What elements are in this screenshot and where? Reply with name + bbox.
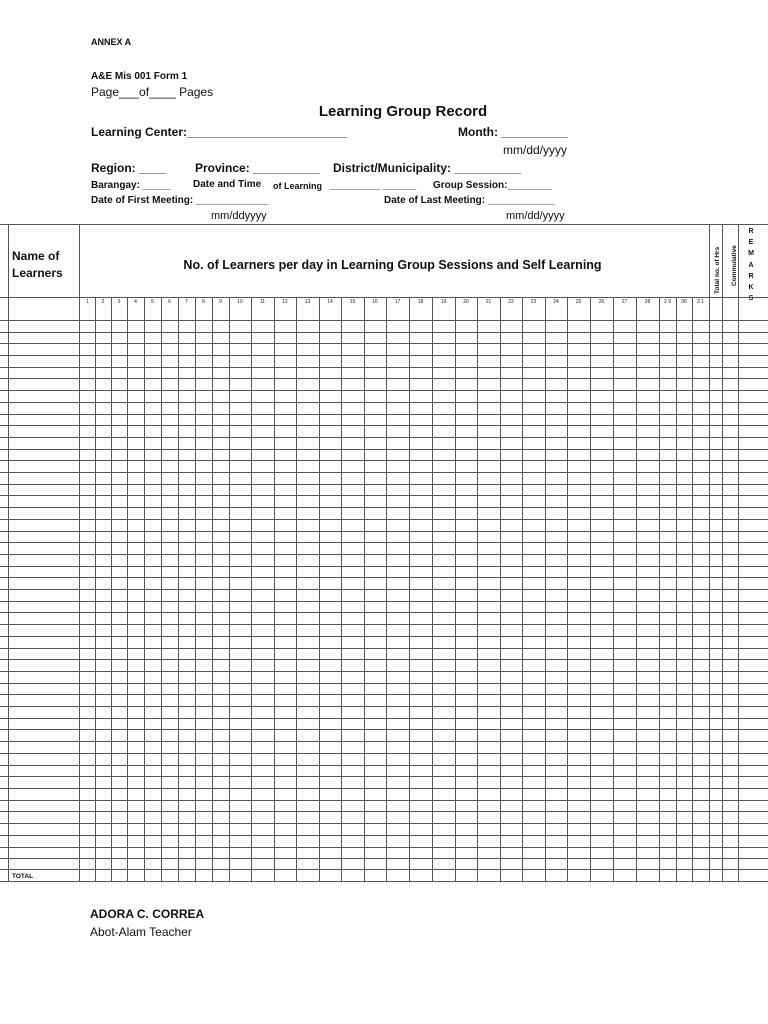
row-line — [0, 577, 768, 578]
row-line — [0, 589, 768, 590]
row-line — [0, 823, 768, 824]
row-line — [0, 811, 768, 812]
day-column-line — [567, 297, 568, 881]
row-line — [0, 858, 768, 859]
row-line — [0, 484, 768, 485]
day-column-line — [432, 297, 433, 881]
day-column-line — [364, 297, 365, 881]
day-column-line — [144, 297, 145, 881]
row-line — [0, 706, 768, 707]
day-column-line — [251, 297, 252, 881]
remarks-letter: E — [748, 239, 754, 247]
day-column-line — [229, 297, 230, 881]
day-column-line — [692, 297, 693, 881]
row-line — [0, 729, 768, 730]
header-bottom-line — [0, 297, 768, 298]
row-line — [0, 367, 768, 368]
row-line — [0, 566, 768, 567]
day-number: 4 — [134, 299, 137, 305]
day-number: 10 — [237, 299, 243, 305]
cumulative-header: Commulative — [731, 245, 738, 286]
row-line — [0, 683, 768, 684]
row-line — [0, 612, 768, 613]
row-line — [0, 753, 768, 754]
last-meeting-format: mm/dd/yyyy — [506, 210, 565, 222]
table-left-border — [8, 224, 9, 881]
day-column-line — [178, 297, 179, 881]
day-number: 23 — [530, 299, 537, 305]
month-field: Month: __________ — [458, 125, 569, 139]
province-field: Province: __________ — [195, 161, 320, 175]
row-line — [0, 495, 768, 496]
day-column-line — [613, 297, 614, 881]
day-number: 11 — [259, 299, 266, 305]
day-number: 22 — [508, 299, 514, 305]
learning-center-field: Learning Center:________________________ — [91, 125, 348, 139]
day-column-line — [319, 297, 320, 881]
day-column-line — [590, 297, 591, 881]
row-line — [0, 800, 768, 801]
day-column-line — [676, 297, 677, 881]
learners-per-day-header: No. of Learners per day in Learning Group Sessions and Self Learning — [183, 258, 602, 272]
name-header-line-2: Learners — [12, 266, 63, 280]
remarks-letter: M — [748, 250, 754, 258]
remarks-letter: K — [748, 284, 754, 292]
row-line — [0, 402, 768, 403]
day-number: 2 9 — [664, 299, 671, 305]
day-number: 17 — [394, 299, 401, 305]
remarks-letter: S — [748, 295, 754, 303]
region-field: Region: ____ — [91, 161, 166, 175]
row-line — [0, 472, 768, 473]
day-column-line — [274, 297, 275, 881]
day-column-line — [659, 297, 660, 881]
group-session-field: Group Session:________ — [433, 180, 552, 191]
remarks-column-line — [738, 224, 739, 881]
row-line — [0, 414, 768, 415]
row-line — [0, 624, 768, 625]
page-title: Learning Group Record — [318, 103, 488, 120]
remarks-letter: R — [748, 228, 754, 235]
day-column-line — [95, 297, 96, 881]
last-meeting-field: Date of Last Meeting: ____________ — [384, 195, 555, 206]
day-number: 16 — [372, 299, 378, 305]
day-number: 7 — [185, 299, 188, 305]
day-number: 6 — [168, 299, 171, 305]
row-line — [0, 776, 768, 777]
row-line — [0, 788, 768, 789]
day-number: 28 — [644, 299, 651, 305]
day-column-line — [111, 297, 112, 881]
total-hours-header: Total no. of Hrs — [714, 246, 721, 294]
row-line — [0, 507, 768, 508]
day-column-line — [212, 297, 213, 881]
row-line — [0, 671, 768, 672]
date-time-blanks: _________ ______ — [330, 180, 417, 191]
day-column-line — [545, 297, 546, 881]
day-column-line — [127, 297, 128, 881]
name-header-line-1: Name of — [12, 249, 60, 263]
name-column-line — [79, 224, 80, 881]
form-number: A&E Mis 001 Form 1 — [91, 71, 188, 82]
row-line — [0, 718, 768, 719]
day-number: 15 — [349, 299, 356, 305]
day-number: 5 — [151, 299, 154, 305]
month-format: mm/dd/yyyy — [503, 143, 568, 157]
day-column-line — [386, 297, 387, 881]
day-column-line — [522, 297, 523, 881]
remarks-letter: R — [748, 272, 754, 280]
row-line — [0, 636, 768, 637]
day-number: 20 — [463, 299, 469, 305]
day-number: 13 — [304, 299, 311, 305]
row-line — [0, 519, 768, 520]
table-top-border — [0, 224, 768, 225]
day-number: 1 — [86, 299, 89, 305]
row-line — [0, 531, 768, 532]
barangay-field: Barangay: _____ — [91, 180, 171, 191]
teacher-role: Abot-Alam Teacher — [90, 925, 192, 939]
row-line — [0, 355, 768, 356]
row-line — [0, 601, 768, 602]
row-line — [0, 694, 768, 695]
day-number: 9 — [219, 299, 222, 305]
day-number: 3 — [117, 299, 121, 305]
learning-group-table — [0, 224, 768, 884]
row-line — [0, 332, 768, 333]
date-time-label: Date and Time — [193, 179, 262, 190]
row-line — [0, 460, 768, 461]
first-meeting-field: Date of First Meeting: _____________ — [91, 195, 269, 206]
row-line — [0, 648, 768, 649]
row-line — [0, 554, 768, 555]
day-column-line — [455, 297, 456, 881]
day-number: 30 — [681, 299, 687, 305]
row-line — [0, 835, 768, 836]
teacher-name: ADORA C. CORREA — [90, 907, 205, 921]
day-number: 25 — [575, 299, 582, 305]
row-line — [0, 659, 768, 660]
day-column-line — [477, 297, 478, 881]
day-column-line — [161, 297, 162, 881]
page-of-pages: Page___of____ Pages — [91, 85, 214, 99]
first-meeting-format: mm/ddyyyy — [211, 210, 267, 222]
day-column-line — [195, 297, 196, 881]
remarks-header — [740, 226, 762, 304]
day-number: 14 — [327, 299, 333, 305]
total-row-line — [0, 869, 768, 870]
row-line — [0, 542, 768, 543]
row-line — [0, 437, 768, 438]
row-line — [0, 741, 768, 742]
day-column-line — [409, 297, 410, 881]
day-column-line — [341, 297, 342, 881]
row-line — [0, 847, 768, 848]
row-line — [0, 449, 768, 450]
day-number: 26 — [598, 299, 605, 305]
day-number-row-line — [0, 320, 768, 321]
row-line — [0, 378, 768, 379]
day-number: 24 — [553, 299, 559, 305]
day-column-line — [500, 297, 501, 881]
day-column-line — [636, 297, 637, 881]
total-hours-column-line — [709, 224, 710, 881]
day-number: 21 — [485, 299, 492, 305]
table-bottom-border — [0, 881, 768, 882]
row-line — [0, 765, 768, 766]
day-number: 2 — [101, 299, 105, 305]
day-number: 12 — [282, 299, 288, 305]
day-number: 8 — [202, 299, 205, 305]
day-number: 18 — [417, 299, 424, 305]
name-of-learners-header — [12, 248, 63, 282]
row-line — [0, 390, 768, 391]
remarks-letter: A — [748, 261, 754, 269]
annex-label: ANNEX A — [91, 37, 132, 47]
day-number: 19 — [440, 299, 447, 305]
cumulative-column-line — [722, 224, 723, 881]
district-field: District/Municipality: __________ — [333, 161, 522, 175]
day-number: 27 — [621, 299, 628, 305]
day-number: 3 1 — [697, 299, 704, 305]
row-line — [0, 425, 768, 426]
of-learning-label: of Learning — [273, 181, 322, 191]
day-column-line — [296, 297, 297, 881]
row-line — [0, 343, 768, 344]
total-label: TOTAL — [12, 873, 34, 880]
